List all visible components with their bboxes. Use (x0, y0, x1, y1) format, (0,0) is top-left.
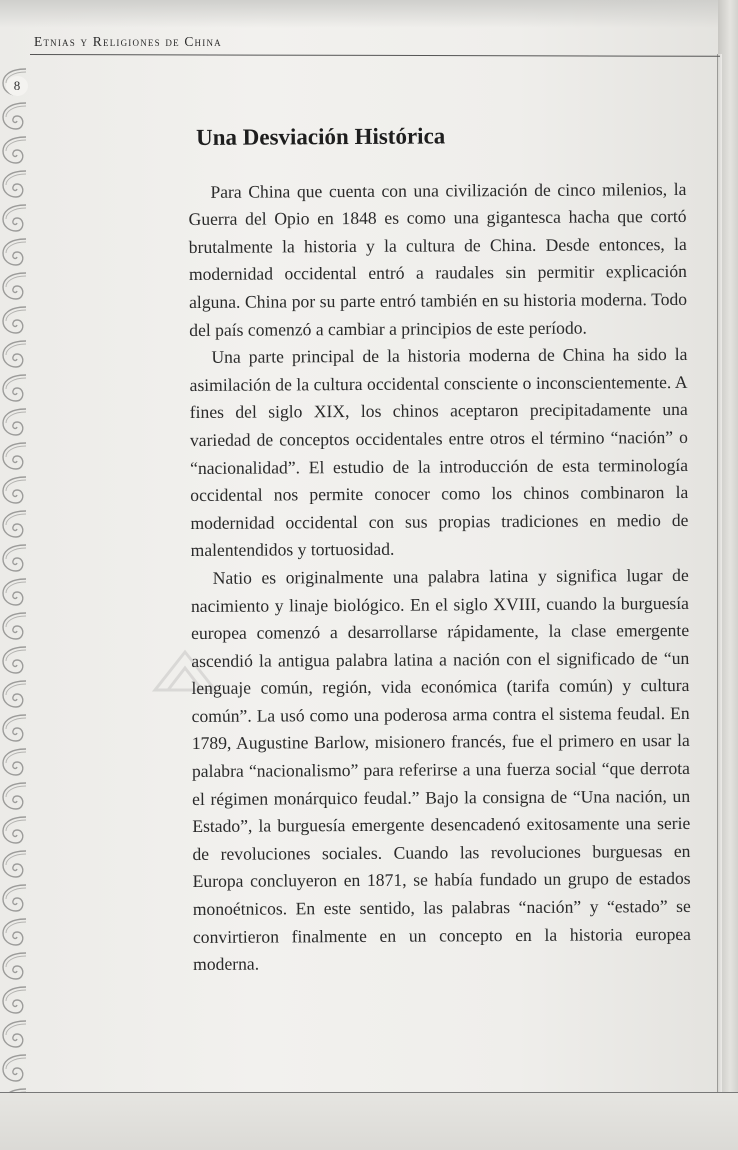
paragraph: Natio es originalmente una palabra latina y significa lugar de nacimiento y linaje biológico. En el siglo XVIII, cuando la burguesía europea comenzó a desarrollarse rápidamente, la clase emergente ascendió la antigua palabra latina a nación con el significado de “un lenguaje común, región, vida económica (tarifa común) y cultura común”. La usó como una poderosa arma contra el sistema feudal. En 1789, Augustine Barlow, misionero francés, fue el primero en usar la palabra “nacionalismo” para referirse a una fuerza social “que derrota el régimen monárquico feudal.” Bajo la consigna de “Una nación, un Estado”, la burguesía emergente desencadenó exitosamente una serie de revoluciones sociales. Cuando las revoluciones burguesas en Europa concluyeron en 1871, se había fundado un grupo de estados monoétnicos. En este sentido, las palabras “nación” y “estado” se convirtieron finalmente en un concepto en la historia europea moderna. (190, 564, 692, 975)
page-number: 8 (6, 76, 28, 96)
main-content (188, 121, 691, 979)
header-rule (30, 54, 720, 57)
page-edge (717, 54, 722, 1114)
paragraph: Una parte principal de la historia moderna de China ha sido la asimilación de la cultura occidental consciente o inconscientemente. A fines del siglo XIX, los chinos aceptaron precipitadamente una variedad de conceptos occidentales entre otros el término “nación” o “nacionalidad”. El estudio de la introducción de esta terminología occidental nos permite conocer como los chinos combinaron la modernidad occidental con sus propias tradiciones en medio de malentendidos y tortuosidad. (189, 344, 689, 561)
running-head: Etnias y Religiones de China (34, 34, 222, 49)
paragraph: Para China que cuenta con una civilización de cinco milenios, la Guerra del Opio en 1848 es como una gigantesca hacha que cortó brutalmente la historia y la cultura de China. Desde entonces, la modernidad occidental entró a raudales sin permitir explicación alguna. China por su parte entró también en su historia moderna. Todo del país comenzó a cambiar a principios de este período. (188, 178, 688, 340)
section-title: Una Desviación Histórica (196, 123, 446, 150)
bottom-shade (0, 1093, 738, 1150)
spiral-ornament-border (0, 66, 28, 1096)
top-shadow (0, 0, 738, 28)
